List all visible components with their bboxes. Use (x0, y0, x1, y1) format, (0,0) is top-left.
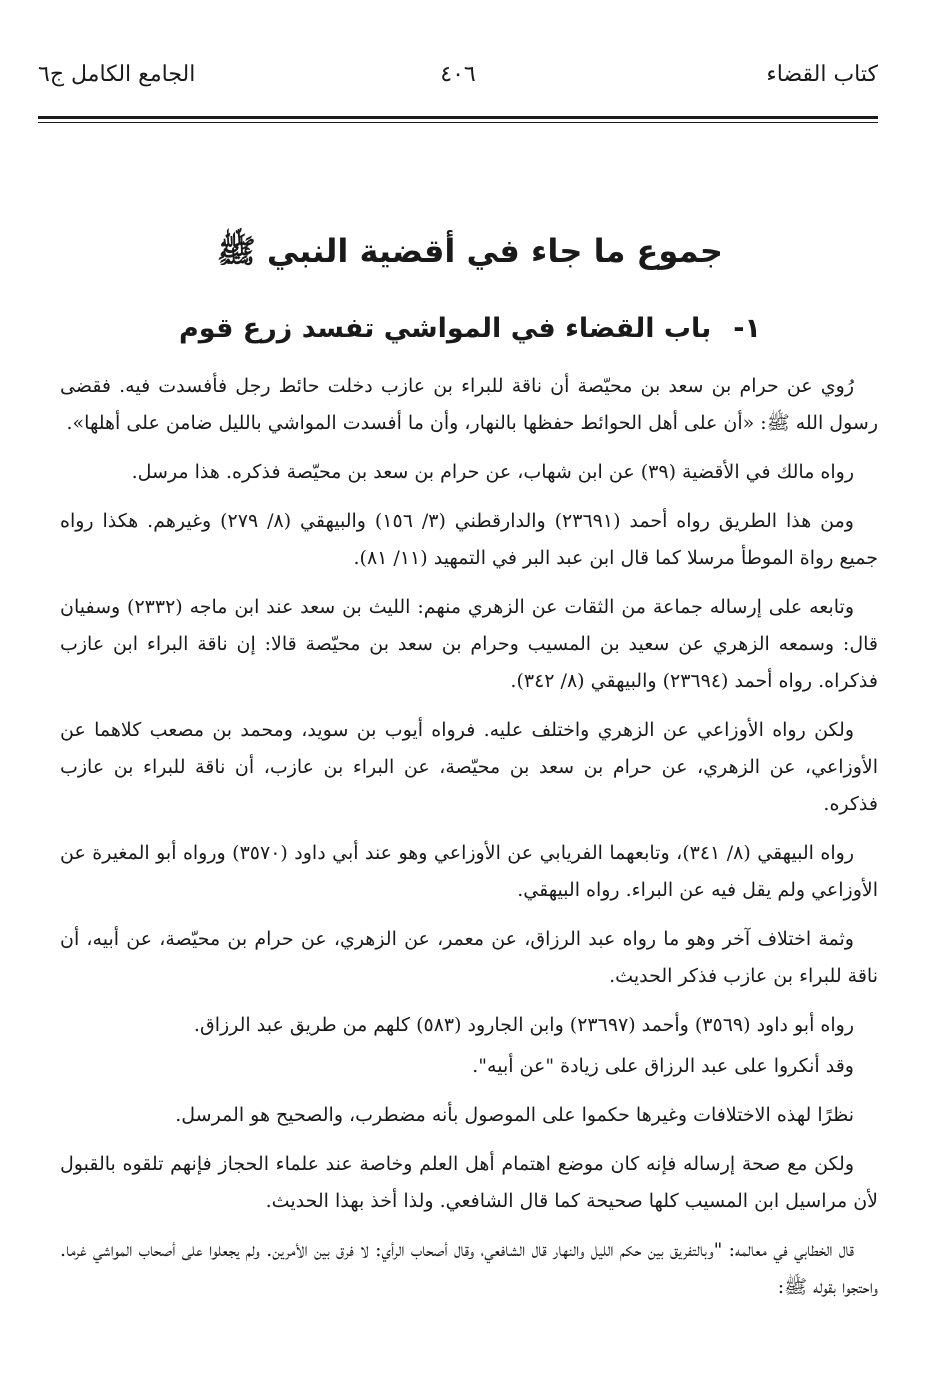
paragraph-takhrij-malik: رواه مالك في الأقضية (٣٩) عن ابن شهاب، عن حرام بن سعد بن محيّصة فذكره. هذا مرسل. (131, 461, 854, 483)
page-number: ٤٠٦ (440, 62, 476, 87)
header-rule-thin (38, 122, 878, 123)
book-title: كتاب القضاء (766, 62, 878, 87)
paragraph-abu-dawud: رواه أبو داود (٣٥٦٩) وأحمد (٢٣٦٩٧) وابن الجارود (٥٨٣) كلهم من طريق عبد الرزاق. (193, 1014, 854, 1036)
header-rule-thick (38, 116, 878, 119)
body-text (60, 368, 878, 1318)
paragraph-awzai: ولكن رواه الأوزاعي عن الزهري واختلف عليه. فرواه أيوب بن سويد، ومحمد بن مصعب كلاهما عن الأوزاعي، عن الزهري، عن حرام بن سعد بن محيّصة، عن البراء بن عازب، أن ناقة للبراء بن عازب فذكره. (60, 719, 878, 815)
section-title: باب القضاء في المواشي تفسد زرع قوم (179, 313, 712, 344)
paragraph-takhrij-ahmad: ومن هذا الطريق رواه أحمد (٢٣٦٩١) والدارقطني (٣/ ١٥٦) والبيهقي (٨/ ٢٧٩) وغيرهم. هكذا رواه جميع رواة الموطأ مرسلا كما قال ابن عبد البر في التمهيد (١١/ ٨١). (60, 510, 878, 569)
series-title: الجامع الكامل ج٦ (38, 62, 196, 87)
section-heading (60, 313, 880, 344)
paragraph-ikhtilaf: وثمة اختلاف آخر وهو ما رواه عبد الرزاق، عن معمر، عن الزهري، عن حرام بن محيّصة، عن أبيه، أن ناقة للبراء بن عازب فذكر الحديث. (60, 928, 878, 987)
paragraph-khattabi: قال الخطابي في معالمه: "وبالتفريق بين حكم الليل والنهار قال الشافعي، وقال أصحاب الرأي: لا فرق بين الأمرين. ولم يجعلوا على أصحاب المواشي غرما. واحتجوا بقوله ﷺ: (60, 1239, 878, 1298)
paragraph-hadith: رُوي عن حرام بن سعد بن محيّصة أن ناقة للبراء بن عازب دخلت حائط رجل فأفسدت فيه. فقضى رسول الله ﷺ: «أن على أهل الحوائط حفظها بالنهار، وأن ما أفسدت المواشي بالليل ضامن على أهلها». (60, 375, 878, 434)
paragraph-hukm: نظرًا لهذه الاختلافات وغيرها حكموا على الموصول بأنه مضطرب، والصحيح هو المرسل. (175, 1104, 854, 1126)
section-number: ١- (733, 313, 761, 344)
paragraph-inkar: وقد أنكروا على عبد الرزاق على زيادة "عن أبيه". (472, 1055, 854, 1077)
paragraph-mutabaat: وتابعه على إرساله جماعة من الثقات عن الزهري منهم: الليث بن سعد عند ابن ماجه (٢٣٣٢) وسفيان قال: وسمعه الزهري عن سعيد بن المسيب وحرام بن سعد بن محيّصة قالا: إن ناقة البراء ابن عازب فذكراه. رواه أحمد (٢٣٦٩٤) والبيهقي (٨/ ٣٤٢). (60, 596, 878, 692)
running-header (38, 60, 878, 100)
paragraph-irsal: ولكن مع صحة إرساله فإنه كان موضع اهتمام أهل العلم وخاصة عند علماء الحجاز فإنهم تلقوه بالقبول لأن مراسيل ابن المسيب كلها صحيحة كما قال الشافعي. ولذا أخذ بهذا الحديث. (60, 1153, 878, 1212)
main-heading: جموع ما جاء في أقضية النبي ﷺ (217, 232, 723, 270)
paragraph-bayhaqi: رواه البيهقي (٨/ ٣٤١)، وتابعهما الفريابي عن الأوزاعي وهو عند أبي داود (٣٥٧٠) ورواه أبو المغيرة عن الأوزاعي ولم يقل فيه عن البراء. رواه البيهقي. (60, 842, 878, 901)
